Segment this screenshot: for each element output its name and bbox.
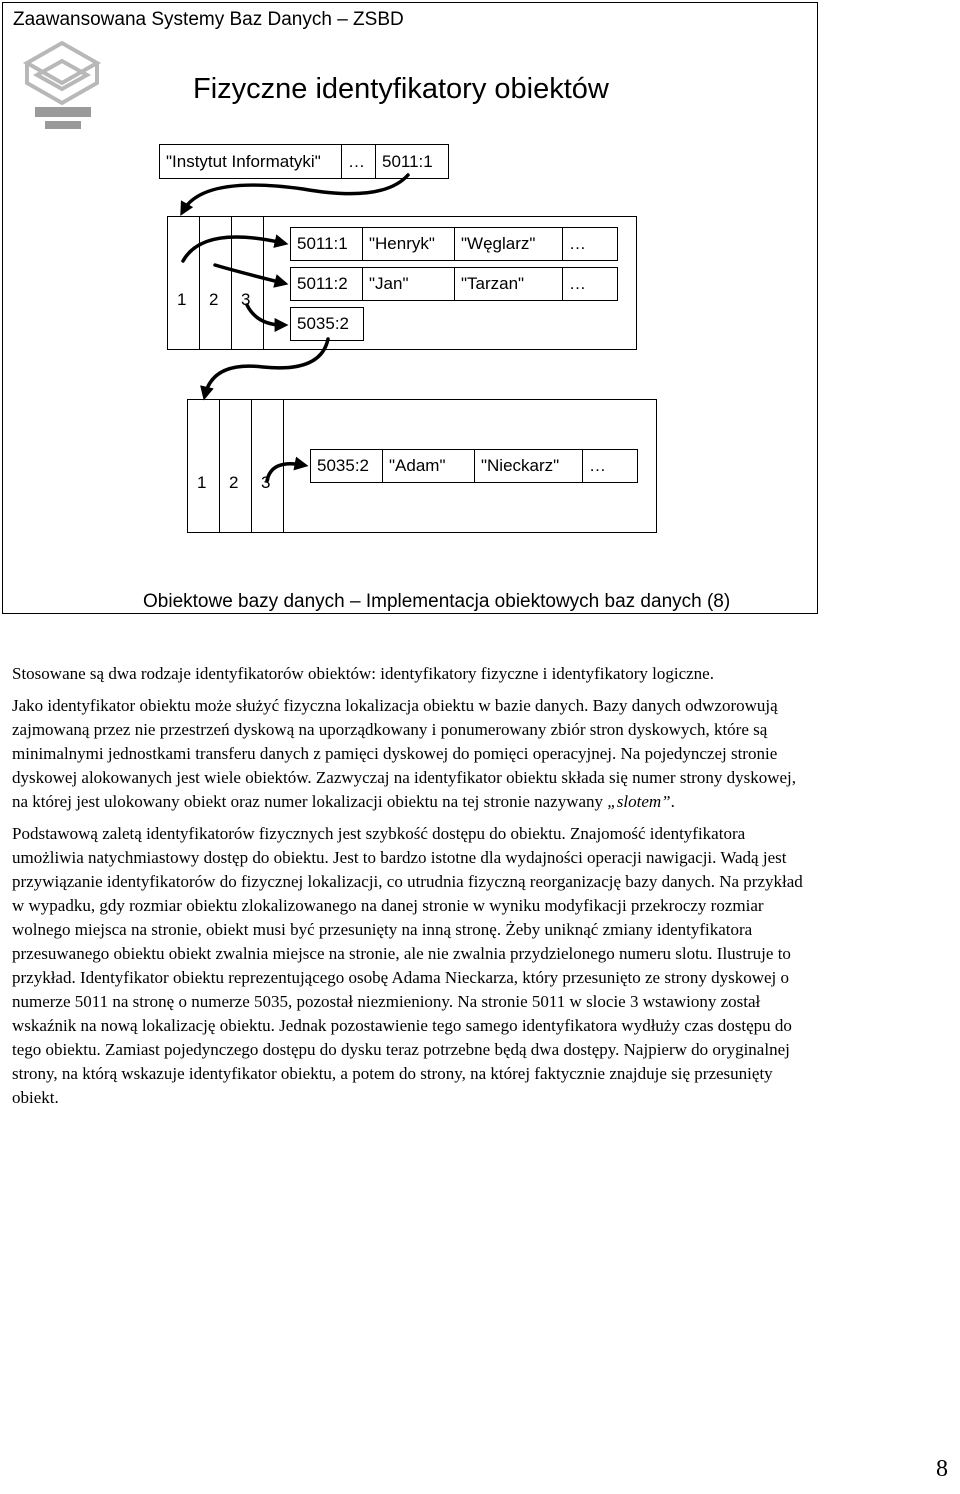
ref-record-oid: 5011:1 [375, 144, 449, 179]
record-cell: "Nieckarz" [474, 449, 584, 483]
record-cell: "Węglarz" [454, 227, 564, 261]
record-cell: … [562, 267, 618, 301]
arrow-oid-to-page [183, 175, 408, 211]
page-number: 8 [936, 1456, 948, 1482]
slide [2, 2, 818, 614]
slide-footer: Obiektowe bazy danych – Implementacja obiektowych baz danych (8) [143, 591, 731, 612]
slot-number: 3 [241, 290, 251, 309]
slot-divider [231, 216, 232, 350]
record-cell: "Jan" [362, 267, 456, 301]
slide-title: Fizyczne identyfikatory obiektów [193, 73, 609, 105]
slot-divider [251, 399, 252, 533]
record-cell: "Henryk" [362, 227, 456, 261]
record-cell: 5011:2 [290, 267, 364, 301]
slot-number: 1 [177, 290, 187, 309]
body-text [12, 662, 812, 1118]
slot-number: 2 [209, 290, 219, 309]
slot-divider [263, 216, 264, 350]
forward-pointer-cell: 5035:2 [290, 307, 364, 341]
ref-record-ellipsis: … [341, 144, 377, 179]
emphasis: „slotem” [607, 792, 671, 811]
record-cell: 5035:2 [310, 449, 384, 483]
slot-divider [219, 399, 220, 533]
paragraph: Stosowane są dwa rodzaje identyfikatorów obiektów: identyfikatory fizyczne i identyfikatory logiczne. [12, 664, 714, 683]
ref-record-name: "Instytut Informatyki" [159, 144, 343, 179]
slot-number: 3 [261, 473, 271, 492]
slot-divider [199, 216, 200, 350]
paragraph: Jako identyfikator obiektu może służyć fizyczna lokalizacja obiektu w bazie danych. Bazy danych odwzorowują zajmowaną przez nie przestrzeń dyskową na uporządkowany i ponumerowany zbiór stron dyskowych, które są minimalnymi jednostkami transferu danych z pamięci dyskowej do pomięci operacyjnej. Na pojedynczej stronie dyskowej alokowanych jest wiele obiektów. Zazwyczaj na identyfikator obiektu składa się numer strony dyskowej, na której jest ulokowany obiekt oraz numer lokalizacji obiektu na tej stronie nazywany „slotem”. [12, 696, 796, 811]
record-cell: 5011:1 [290, 227, 364, 261]
record-cell: "Tarzan" [454, 267, 564, 301]
slide-header: Zaawansowana Systemy Baz Danych – ZSBD [13, 9, 404, 30]
uczelnia-logo [17, 33, 107, 143]
record-cell: … [582, 449, 638, 483]
paragraph: Podstawową zaletą identyfikatorów fizycznych jest szybkość dostępu do obiektu. Znajomość identyfikatora umożliwia natychmiastowy dostęp do obiektu. Jest to bardzo istotne dla wydajności operacji nawigacji. Wadą jest przywiązanie identyfikatorów do fizycznej lokalizacji, co utrudnia fizyczną reorganizację bazy danych. Na przykład w wypadku, gdy rozmiar obiektu zlokalizowanego na danej stronie w wyniku modyfikacji przekroczy rozmiar wolnego miejsca na stronie, obiekt musi być przesunięty na inną stronę. Żeby uniknąć zmiany identyfikatora przesuwanego obiektu obiekt zwalnia miejsce na stronie, ale nie zwalnia przydzielonego numeru slotu. Ilustruje to przykład. Identyfikator obiektu reprezentującego osobę Adama Nieckarza, który przesunięto ze strony dyskowej o numerze 5011 na stronę o numerze 5035, pozostał niezmieniony. Na stronie 5011 w slocie 3 wstawiony został wskaźnik na nową lokalizację obiektu. Jednak pozostawienie tego samego identyfikatora wydłuży czas dostępu do tego obiektu. Zamiast pojedynczego dostępu do dysku teraz potrzebne będą dwa dostępy. Najpierw do oryginalnej strony, na którą wskazuje identyfikator obiektu, a potem do strony, na której faktycznie znajduje się przesunięty obiekt. [12, 824, 803, 1107]
slot-divider [283, 399, 284, 533]
record-cell: … [562, 227, 618, 261]
slot-number: 2 [229, 473, 239, 492]
slot-number: 1 [197, 473, 207, 492]
record-cell: "Adam" [382, 449, 476, 483]
